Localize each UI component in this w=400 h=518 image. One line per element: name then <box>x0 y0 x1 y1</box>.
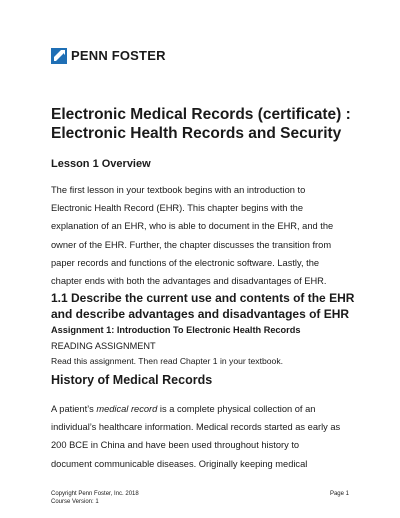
medical-record-term: medical record <box>96 404 158 414</box>
paragraph-line: Electronic Health Record (EHR). This chapter begins with the <box>51 203 303 214</box>
copyright-text: Copyright Penn Foster, Inc. 2018 <box>51 491 139 497</box>
page-title-line: Electronic Medical Records (certificate) : <box>51 106 351 123</box>
course-version: Course Version: 1 <box>51 499 99 505</box>
section-heading-line: 1.1 Describe the current use and contents of the EHR <box>51 291 355 305</box>
section-heading <box>51 290 354 322</box>
penn-foster-logo <box>51 48 166 64</box>
reading-assignment-text: Read this assignment. Then read Chapter 1 in your textbook. <box>51 356 284 366</box>
paragraph-line: paper records and functions of the electronic software. Lastly, the <box>51 257 320 268</box>
paragraph-line <box>51 400 361 418</box>
paragraph-line: explanation of an EHR, who is able to document in the EHR, and the <box>51 221 334 232</box>
text-segment: A patient’s <box>51 404 97 414</box>
logo-text: PENN FOSTER <box>71 48 166 63</box>
paragraph-line: 200 BCE in China and have been used throughout history to <box>51 440 300 451</box>
paragraph-line: chapter ends with both the advantages and disadvantages of EHR. <box>51 276 327 287</box>
footer-copyright <box>51 490 139 506</box>
history-heading: History of Medical Records <box>51 373 213 387</box>
history-paragraph <box>51 400 361 473</box>
penn-foster-logo-icon <box>51 48 67 64</box>
page-number: Page 1 <box>329 491 349 497</box>
text-segment: is a complete physical collection of an <box>157 404 316 414</box>
lesson-heading: Lesson 1 Overview <box>51 158 151 170</box>
page-title <box>51 105 371 143</box>
paragraph-line: document communicable diseases. Originally keeping medical <box>51 458 308 469</box>
paragraph-line: individual’s healthcare information. Medical records started as early as <box>51 422 341 433</box>
paragraph-line: The first lesson in your textbook begins with an introduction to <box>51 185 306 195</box>
paragraph-line: owner of the EHR. Further, the chapter discusses the transition from <box>51 239 332 250</box>
intro-paragraph <box>51 181 351 290</box>
section-heading-line: and describe advantages and disadvantages of EHR <box>51 307 350 321</box>
page-title-line: Electronic Health Records and Security <box>51 125 342 142</box>
assignment-title: Assignment 1: Introduction To Electronic Health Records <box>51 325 301 335</box>
reading-assignment-label: READING ASSIGNMENT <box>51 341 156 351</box>
